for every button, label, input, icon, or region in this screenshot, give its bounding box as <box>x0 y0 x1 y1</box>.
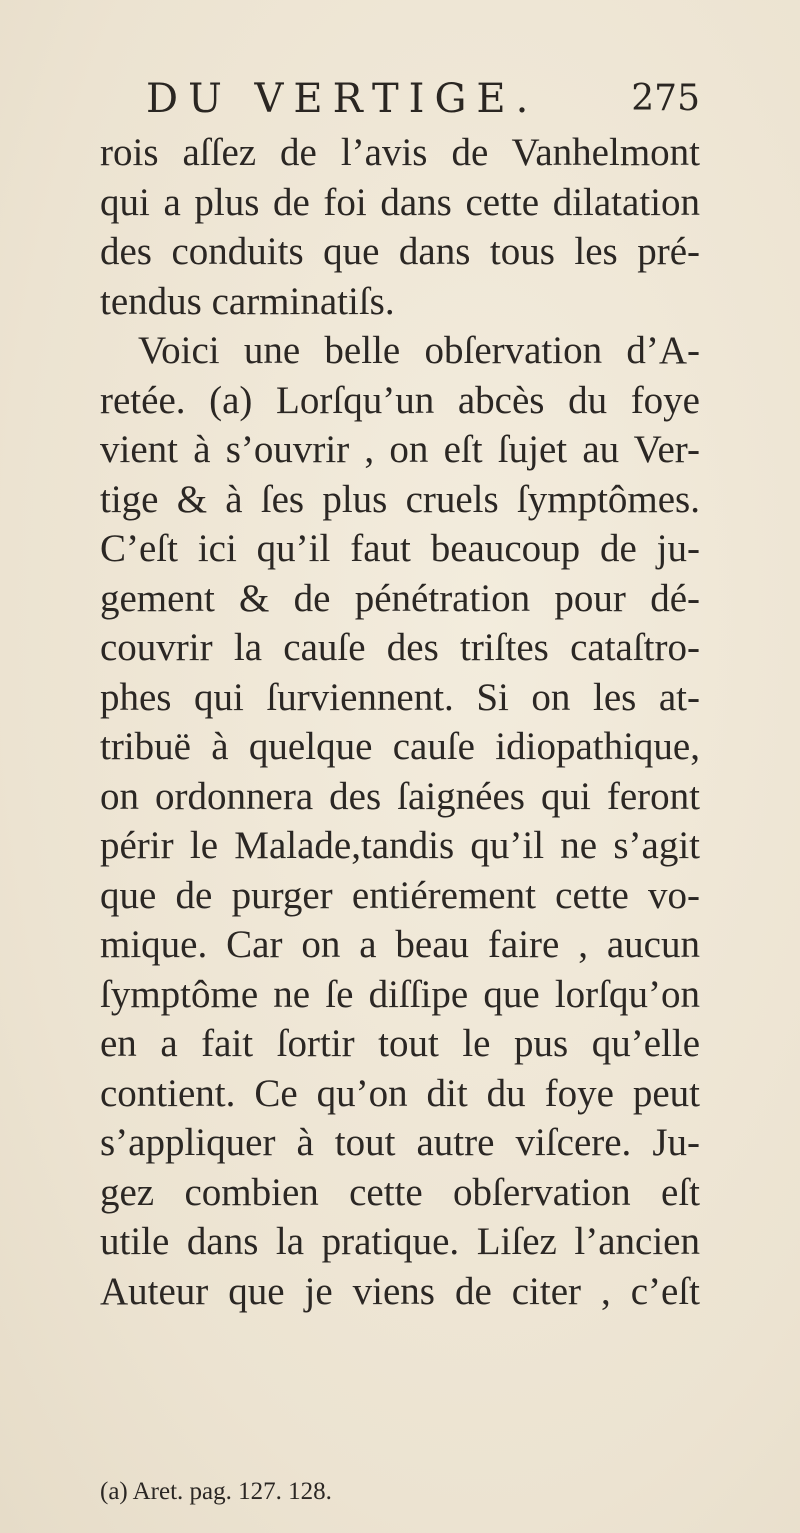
text-line: contient. Ce qu’on dit du foye peut <box>100 1071 700 1115</box>
text-line: retée. (a) Lorſqu’un abcès du foye <box>100 378 700 422</box>
text-line: rois aſſez de l’avis de Vanhelmont <box>100 131 700 174</box>
page-number: 275 <box>631 78 700 119</box>
text-line: vient à s’ouvrir , on eſt ſujet au Ver- <box>100 428 700 471</box>
text-line: phes qui ſurviennent. Si on les at- <box>100 675 700 719</box>
text-line: mique. Car on a beau faire , aucun <box>100 923 700 966</box>
text-line: que de purger entiérement cette vo- <box>100 873 700 917</box>
text-line: des conduits que dans tous les pré- <box>100 230 700 273</box>
text-line: s’appliquer à tout autre viſcere. Ju- <box>100 1121 700 1164</box>
text-line: qui a plus de foi dans cette dilatation <box>100 180 700 224</box>
text-line: gez combien cette obſervation eſt <box>100 1170 700 1214</box>
page-header <box>140 74 700 124</box>
footnote: (a) Aret. pag. 127. 128. <box>100 1478 332 1505</box>
running-title: DU VERTIGE. <box>146 76 539 122</box>
text-line: tendus carminatiſs. <box>100 279 395 323</box>
text-line: ſymptôme ne ſe diſſipe que lorſqu’on <box>100 972 700 1016</box>
text-line: gement & de pénétration pour dé- <box>100 576 700 620</box>
text-line: en a fait ſortir tout le pus qu’elle <box>100 1022 700 1065</box>
text-line: Auteur que je viens de citer , c’eſt <box>100 1269 700 1313</box>
text-line: tige & à ſes plus cruels ſymptômes. <box>100 477 700 521</box>
body-text <box>100 128 700 1316</box>
text-line: tribuë à quelque cauſe idiopathique, <box>100 725 700 768</box>
text-line: couvrir la cauſe des triſtes cataſtro- <box>100 626 700 669</box>
text-line: C’eſt ici qu’il faut beaucoup de ju- <box>100 527 700 570</box>
text-line: utile dans la pratique. Liſez l’ancien <box>100 1220 700 1263</box>
text-line: on ordonnera des ſaignées qui feront <box>100 774 700 818</box>
text-line: périr le Malade,tandis qu’il ne s’agit <box>100 824 700 867</box>
text-line: Voici une belle obſervation d’A- <box>138 329 700 372</box>
